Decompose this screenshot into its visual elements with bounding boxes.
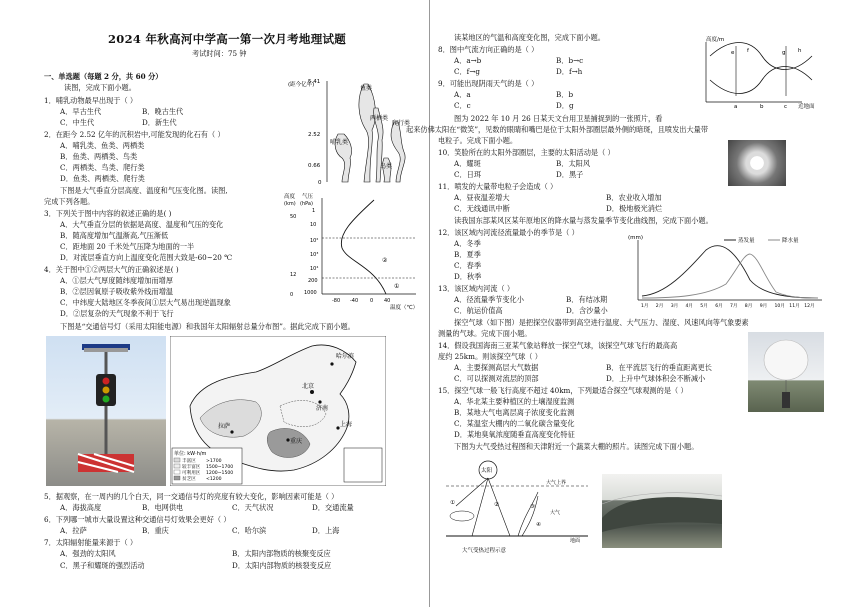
- q2-option-c: C．两栖类、鸟类、爬行类: [60, 163, 145, 172]
- q8-option-d: D．f→h: [556, 67, 583, 76]
- month-tick-label: 7月: [730, 304, 738, 309]
- month-tick-label: 8月: [744, 304, 753, 309]
- intro-6: 读我国东部某风区某年原地区的降水量与蒸发量季节变化曲线图，完成下面小题。: [454, 216, 713, 225]
- q13-option-c: C．航运价值高: [454, 306, 503, 315]
- intro-2b: 完成下列各题。: [44, 197, 95, 206]
- q2-option-d: D．鱼类、两栖类、爬行类: [60, 174, 145, 183]
- q3-option-a: A．大气垂直分层的依据是高度、温度和气压的变化: [60, 220, 224, 229]
- q9-option-d: D．g: [556, 101, 574, 110]
- q2-option-a: A．哺乳类、鱼类、两栖类: [60, 141, 145, 150]
- temp-point-c: c: [784, 104, 788, 110]
- atmo-layer-2: ②: [382, 257, 388, 264]
- atmo-p-tick-0: 1: [312, 208, 316, 214]
- right-column: [406, 0, 828, 607]
- intro-7a: 探空气球（如下图）是把探空仪器带到高空进行温度、大气压力、湿度、风速风向等气象要素: [454, 318, 749, 327]
- atmo-h-tick-1: 12: [290, 272, 297, 278]
- temp-chart-xlabel: 近地面: [798, 104, 815, 110]
- q14-option-b: B．在平流层飞行的垂直距离更长: [606, 363, 712, 372]
- intro-1: 读图，完成下面小题。: [64, 83, 136, 92]
- temp-point-h: h: [798, 48, 802, 54]
- china-solar-map: [170, 336, 386, 486]
- intro-7b: 测量的气球。完成下面小题。: [438, 329, 532, 338]
- city-harbin: 哈尔滨: [336, 353, 355, 360]
- q6: 6．下列哪一城市大量设置这种交通信号灯效果会更好（ ）: [44, 515, 231, 524]
- atmo-pressure-unit: (hPa): [300, 201, 313, 207]
- q14: 14．假设我国海南三亚某气象站释放一探空气球，该探空气球飞行的最高高: [438, 341, 678, 350]
- intro-8: 下图为大气受热过程图和天津附近一个蔬菜大棚的照片。读图完成下面小题。: [454, 442, 699, 451]
- q5: 5．据观察，在一周内的几个白天，同一交通信号灯的亮度有较大变化，影响因素可能是（ ）: [44, 492, 339, 501]
- q12-option-a: A．冬季: [454, 239, 481, 248]
- city-chongqing: 重庆: [290, 438, 303, 445]
- month-tick-label: 12月: [804, 304, 815, 309]
- atmo-p-tick-4: 10⁴: [310, 266, 319, 272]
- month-tick-label: 3月: [670, 304, 679, 309]
- intro-5a: 图为 2022 年 10 月 26 日某天文台用卫星捕捉到的一张照片，看: [454, 114, 663, 123]
- city-jinan: 济南: [316, 405, 329, 412]
- q4: 4．关于图中①②两层大气的正确叙述是( ): [44, 265, 179, 274]
- q9-option-c: C．c: [454, 101, 471, 110]
- temp-point-g: g: [782, 50, 786, 56]
- city-beijing: 北京: [302, 383, 315, 390]
- fossil-label-reptile: 爬行类: [392, 120, 411, 127]
- legend-precip: 降水量: [782, 238, 799, 244]
- temp-point-a: a: [734, 104, 738, 110]
- fossil-tick-3: 0: [318, 180, 322, 186]
- sounding-balloon-photo: [748, 332, 824, 412]
- q3-option-b: B．随高度增加气温渐高,气压渐低: [60, 231, 169, 240]
- atmo-height-label: 高度: [284, 194, 296, 200]
- q4-option-c: C．中纬度大陆地区冬季夜间①层大气易出现逆温现象: [60, 298, 231, 307]
- q10-option-b: B．太阳风: [556, 159, 591, 168]
- legend-key-3: 贫乏区: [182, 477, 196, 482]
- atmo-p-tick-2: 10²: [310, 238, 319, 244]
- q2: 2．在距今 2.52 亿年的沉积岩中,可能发现的化石有（ ）: [44, 130, 225, 139]
- reptile-shape: [391, 122, 405, 182]
- q11: 11．喷发的大量带电粒子会造成（ ）: [438, 182, 558, 191]
- q15-option-b: B．某地大气电离层离子浓度变化监测: [454, 408, 575, 417]
- q12-option-d: D．秋季: [454, 272, 482, 281]
- q6-option-a: A．拉萨: [60, 526, 87, 535]
- heat-mark-2: ②: [494, 502, 499, 508]
- bird-shape: [383, 158, 391, 182]
- q8: 8．图中气流方向正确的是（ ）: [438, 45, 539, 54]
- south-sea-inset: [344, 448, 382, 482]
- q1: 1．哺乳动物最早出现于（ ）: [44, 96, 138, 105]
- fossil-label-mammal: 哺乳类: [330, 139, 349, 146]
- intro-2: 下图是大气垂直分层高度、温度和气压变化图。读图,: [60, 186, 228, 195]
- exam-subtitle: 考试时间：75 钟: [192, 49, 247, 58]
- traffic-light-photo: [46, 336, 166, 486]
- atmo-t-tick-3: 40: [384, 298, 391, 304]
- atmosphere-chart: [282, 190, 422, 310]
- q13-option-d: D．含沙量小: [566, 306, 608, 315]
- atmo-h-tick-0: 50: [290, 214, 297, 220]
- intro-4: 读某地区的气温和高度变化图，完成下面小题。: [454, 33, 605, 42]
- q11-option-b: B．农业收入增加: [606, 193, 662, 202]
- q5-option-a: A．海拔高度: [60, 503, 102, 512]
- atmosphere-heating-diagram: [438, 456, 598, 556]
- month-tick-label: 11月: [789, 304, 800, 309]
- atmo-p-tick-3: 10³: [310, 252, 319, 258]
- q10: 10．笑脸所在的太阳外部圈层，主要的太阳活动是（ ）: [438, 148, 615, 157]
- heat-atmos-label: 大气: [550, 510, 561, 516]
- q1-option-b: B．晚古生代: [142, 107, 184, 116]
- q7-option-a: A．强劲的太阳风: [60, 549, 116, 558]
- q8-option-b: B．b→c: [556, 56, 584, 65]
- q1-option-c: C．中生代: [60, 118, 95, 127]
- precip-evap-chart: [626, 232, 826, 310]
- atmo-h-tick-2: 0: [290, 292, 294, 298]
- atmo-pressure-label: 气压: [302, 194, 314, 200]
- q3-option-d: D．对流层垂直方向上温度变化范围大致是-60~20 ℃: [60, 253, 233, 262]
- q12-option-c: C．春季: [454, 261, 482, 270]
- heat-mark-4: ④: [536, 522, 541, 528]
- q10-option-a: A．耀斑: [454, 159, 481, 168]
- q7-option-d: D．太阳内部物质的核裂变反应: [232, 561, 332, 570]
- q15-option-c: C．某温室大棚内的二氧化碳含量变化: [454, 419, 575, 428]
- temperature-curve: [341, 200, 386, 294]
- atmo-layer-1: ①: [394, 283, 400, 290]
- fish-shape: [359, 84, 376, 182]
- precip-curve: [642, 254, 818, 298]
- precip-unit: (mm): [628, 235, 644, 241]
- temp-chart-ylabel: 高度/m: [706, 37, 725, 43]
- month-ticks: [641, 302, 815, 309]
- q15-option-d: D．某地臭氧浓度随垂直高度变化特征: [454, 430, 575, 439]
- atmo-t-tick-1: -40: [350, 298, 359, 304]
- heat-sun-label: 太阳: [481, 468, 493, 474]
- heat-mark-1: ①: [450, 500, 455, 506]
- q7-option-b: B．太阳内部物质的核聚变反应: [232, 549, 331, 558]
- column-divider: [429, 0, 430, 607]
- q5-option-b: B．电网供电: [142, 503, 184, 512]
- q6-option-c: C．哈尔滨: [232, 526, 267, 535]
- fossil-label-bird: 鸟类: [380, 163, 393, 170]
- legend-key-2: 可利用区: [182, 471, 201, 476]
- exam-title: 2024 年秋高河中学高一第一次月考地理试题: [108, 32, 347, 46]
- q9-option-a: A．a: [454, 90, 471, 99]
- q5-option-c: C．天气状况: [232, 503, 274, 512]
- month-tick-label: 2月: [655, 304, 664, 309]
- legend-item-3: <1200: [206, 477, 222, 482]
- q7-option-c: C．黑子和耀斑的强烈活动: [60, 561, 145, 570]
- left-column: [42, 0, 422, 607]
- q13-option-b: B．有结冰期: [566, 295, 608, 304]
- smiling-sun-photo: [728, 140, 786, 186]
- temp-point-b: b: [760, 104, 764, 110]
- fossil-axis-label: (距今亿年): [288, 82, 315, 88]
- atmo-p-tick-1: 10: [310, 222, 317, 228]
- heat-top-label: 大气上界: [546, 480, 567, 486]
- q1-option-d: D．新生代: [142, 118, 177, 127]
- q9-option-b: B．b: [556, 90, 574, 99]
- q13: 13．该区域内河流（ ）: [438, 284, 515, 293]
- q3-option-c: C．距地面 20 千米处气压降为地面的一半: [60, 242, 195, 251]
- heat-ground-label: 地面: [570, 538, 581, 544]
- fossil-chart: [286, 78, 416, 188]
- q12: 12．该区域内河流径流量最小的季节是（ ）: [438, 228, 579, 237]
- q14-option-c: C．可以探测对流层的顶部: [454, 374, 539, 383]
- intro-5c: 电粒子。完成下面小题。: [438, 136, 518, 145]
- q10-option-c: C．日珥: [454, 170, 482, 179]
- temperature-height-chart: [702, 34, 824, 110]
- q1-option-a: A．早古生代: [60, 107, 102, 116]
- atmo-xlabel: 温度（℃）: [390, 305, 419, 310]
- city-lhasa: 拉萨: [218, 423, 231, 430]
- section-heading: 一、单选题（每题 2 分，共 60 分）: [44, 72, 163, 81]
- fossil-tick-2: 0.66: [308, 163, 321, 169]
- fossil-label-fish: 鱼类: [360, 85, 373, 92]
- q4-option-b: B．②层因氧原子吸收紫外线而增温: [60, 287, 174, 296]
- q4-option-d: D．②层复杂的天气现象不利于飞行: [60, 309, 174, 318]
- q15-option-a: A．华北某主要种植区的土壤湿度监测: [454, 397, 575, 406]
- fossil-tick-0: 5.41: [308, 79, 321, 85]
- city-shanghai: 上海: [340, 421, 353, 428]
- q3: 3．下列关于图中内容的叙述正确的是( ): [44, 209, 172, 218]
- temp-point-e: e: [731, 50, 735, 56]
- q7: 7．太阳辐射能量来源于（ ）: [44, 538, 138, 547]
- q14-line2: 度约 25km。则该探空气球（ ）: [438, 352, 542, 361]
- q11-option-d: D．极地极光消烂: [606, 204, 663, 213]
- legend-evap: 蒸发量: [738, 238, 755, 244]
- intro-5b: 起来仿佛太阳在“微笑”，见数的眼睛和嘴巴是位于太阳外部圈层最外侧的暗斑，且喷发出大量带: [406, 125, 709, 134]
- evap-curve: [642, 246, 818, 298]
- legend-key-0: 丰富区: [182, 459, 196, 464]
- fossil-tick-1: 2.52: [308, 132, 321, 138]
- atmo-p-tick-5: 200: [308, 278, 318, 284]
- legend-item-0: >1700: [206, 459, 222, 464]
- q8-option-c: C．f→g: [454, 67, 480, 76]
- month-tick-label: 1月: [641, 304, 649, 309]
- atmo-t-tick-2: 0: [370, 298, 374, 304]
- month-tick-label: 6月: [715, 304, 723, 309]
- month-tick-label: 4月: [685, 304, 694, 309]
- q5-option-d: D．交通流量: [312, 503, 354, 512]
- legend-item-2: 1200~1500: [206, 471, 234, 476]
- q14-option-a: A．主要探测高层大气数据: [454, 363, 539, 372]
- q6-option-b: B．重庆: [142, 526, 169, 535]
- intro-3: 下图是“交通信号灯（采用太阳能电源）和我国年太阳辐射总量分布图”。据此完成下面小题。: [60, 322, 355, 331]
- q6-option-d: D．上海: [312, 526, 340, 535]
- q13-option-a: A．径流量季节变化小: [454, 295, 524, 304]
- heat-mark-3: ③: [530, 504, 535, 510]
- month-tick-label: 5月: [700, 304, 708, 309]
- q9: 9．可能出现阴雨天气的是（ ）: [438, 79, 539, 88]
- atmo-p-tick-6: 1000: [304, 290, 317, 296]
- atmo-t-tick-0: -80: [332, 298, 341, 304]
- q8-option-a: A．a→b: [454, 56, 482, 65]
- month-tick-label: 9月: [759, 304, 768, 309]
- atmo-height-unit: (km): [284, 201, 296, 207]
- temp-point-f: f: [747, 48, 749, 54]
- q4-option-a: A．①层大气厚度随纬度增加而增厚: [60, 276, 174, 285]
- q11-option-a: A．昼夜温差增大: [454, 193, 510, 202]
- q15: 15．探空气球一般飞行高度不超过 40km，下列最适合探空气球观测的是（ ）: [438, 386, 688, 395]
- heat-caption: 大气受热过程示意: [462, 548, 507, 554]
- q14-option-d: D．上升中气球体积会不断减小: [606, 374, 706, 383]
- greenhouse-photo: [602, 474, 722, 548]
- q2-option-b: B．鱼类、两栖类、鸟类: [60, 152, 138, 161]
- q11-option-c: C．无线通讯中断: [454, 204, 510, 213]
- q12-option-b: B．夏季: [454, 250, 481, 259]
- legend-item-1: 1500~1700: [206, 465, 234, 470]
- month-tick-label: 10月: [774, 304, 785, 309]
- legend-title: 单位: kW·h/m: [174, 451, 207, 457]
- q10-option-d: D．黑子: [556, 170, 584, 179]
- fossil-label-amphibian: 两栖类: [370, 115, 389, 122]
- legend-key-1: 较丰富区: [182, 465, 201, 470]
